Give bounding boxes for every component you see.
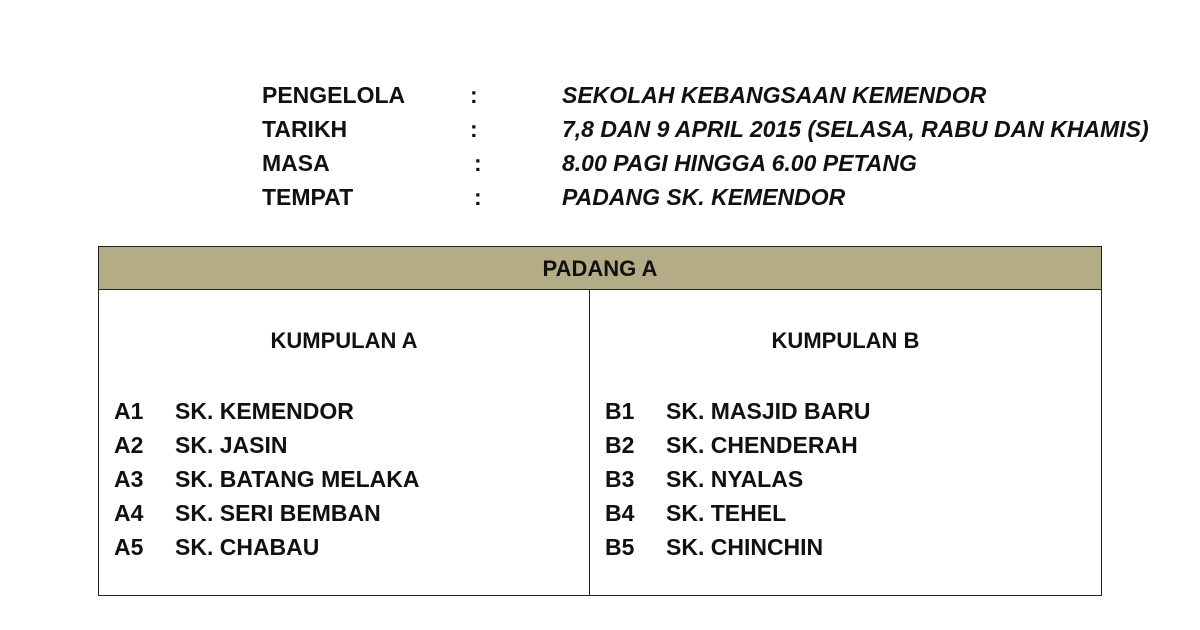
info-value: 8.00 PAGI HINGGA 6.00 PETANG	[562, 150, 917, 176]
team-name: SK. CHABAU	[175, 534, 320, 560]
group-title: KUMPULAN B	[771, 328, 920, 353]
team-code: A5	[114, 534, 144, 560]
info-label: TEMPAT	[262, 184, 354, 210]
table-columns	[99, 290, 1101, 595]
info-value: 7,8 DAN 9 APRIL 2015 (SELASA, RABU DAN KHAMIS)	[562, 116, 1149, 142]
team-name: SK. KEMENDOR	[175, 398, 354, 424]
info-label: PENGELOLA	[262, 82, 406, 108]
group-column-b	[590, 290, 1101, 595]
info-row-organizer	[262, 78, 1182, 112]
team-code: A3	[114, 466, 144, 492]
team-code: A4	[114, 500, 144, 526]
team-name: SK. NYALAS	[666, 466, 804, 492]
team-code: B3	[605, 466, 635, 492]
table-header: PADANG A	[99, 247, 1101, 290]
info-colon: :	[470, 82, 478, 108]
team-code: B4	[605, 500, 635, 526]
group-column-a	[99, 290, 590, 595]
team-name: SK. CHENDERAH	[666, 432, 858, 458]
team-code: A1	[114, 398, 144, 424]
info-label: MASA	[262, 150, 330, 176]
team-name: SK. BATANG MELAKA	[175, 466, 420, 492]
info-label: TARIKH	[262, 116, 348, 142]
team-code: B5	[605, 534, 635, 560]
team-code: B2	[605, 432, 635, 458]
group-table	[98, 246, 1102, 596]
info-row-time	[262, 146, 1182, 180]
info-value: PADANG SK. KEMENDOR	[562, 184, 846, 210]
team-name: SK. MASJID BARU	[666, 398, 871, 424]
info-colon: :	[474, 150, 482, 176]
team-code: B1	[605, 398, 635, 424]
info-row-date	[262, 112, 1182, 146]
info-colon: :	[470, 116, 478, 142]
event-info	[262, 78, 1182, 214]
team-code: A2	[114, 432, 144, 458]
info-colon: :	[474, 184, 482, 210]
team-name: SK. JASIN	[175, 432, 288, 458]
team-name: SK. TEHEL	[666, 500, 787, 526]
team-name: SK. CHINCHIN	[666, 534, 824, 560]
info-value: SEKOLAH KEBANGSAAN KEMENDOR	[562, 82, 987, 108]
team-name: SK. SERI BEMBAN	[175, 500, 381, 526]
info-row-venue	[262, 180, 1182, 214]
group-title: KUMPULAN A	[270, 328, 418, 353]
